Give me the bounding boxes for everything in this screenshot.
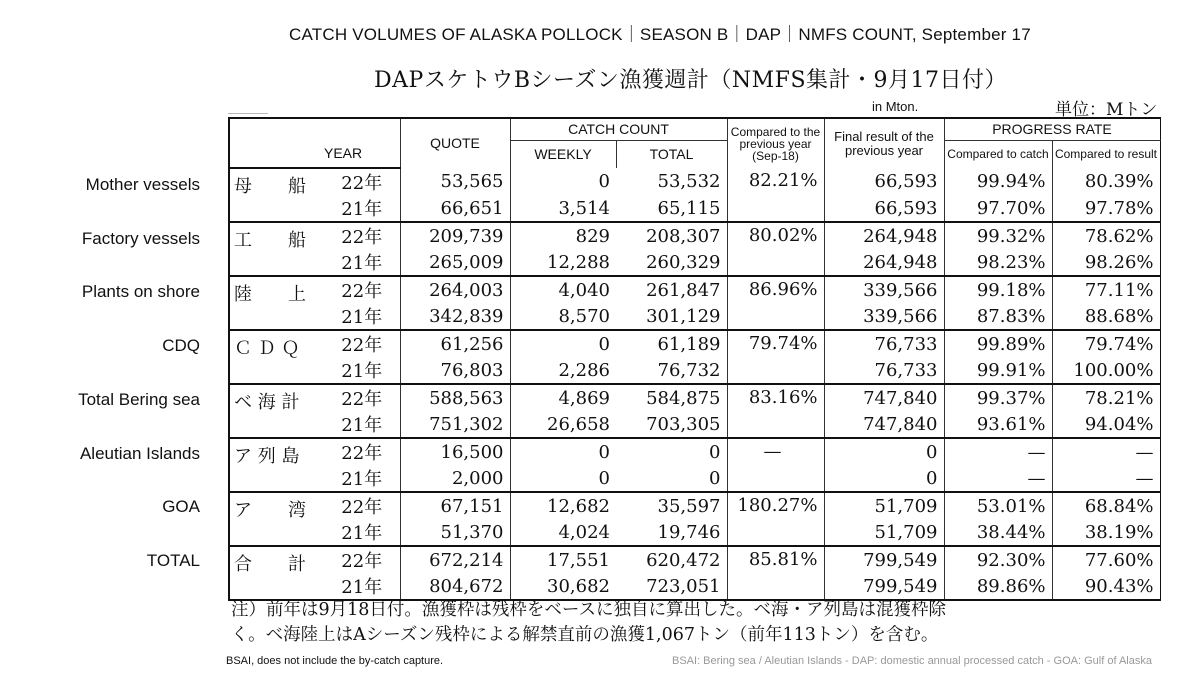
progress-result-cell: 94.04% <box>1052 411 1160 438</box>
total-cell: 301,129 <box>616 303 727 330</box>
progress-catch-cell: 98.23% <box>944 249 1052 276</box>
year-cell: 21年 <box>324 303 400 330</box>
header-quote: QUOTE <box>400 118 510 168</box>
year-cell: 21年 <box>324 357 400 384</box>
weekly-cell: 3,514 <box>510 195 616 222</box>
table-row <box>229 195 1160 222</box>
final-prev-cell: 0 <box>824 465 944 492</box>
final-prev-cell: 51,709 <box>824 519 944 546</box>
header-compared-result: Compared to result <box>1052 140 1160 168</box>
progress-result-cell: 80.39% <box>1052 168 1160 195</box>
unit-label-en: in Mton. <box>872 99 919 114</box>
quote-cell: 672,214 <box>400 546 510 573</box>
total-cell: 620,472 <box>616 546 727 573</box>
total-cell: 261,847 <box>616 276 727 303</box>
final-prev-cell: 66,593 <box>824 168 944 195</box>
final-prev-cell: 339,566 <box>824 276 944 303</box>
row-label: Factory vessels <box>81 228 200 248</box>
progress-catch-cell: 92.30% <box>944 546 1052 573</box>
table-row <box>229 384 1160 411</box>
table-row <box>229 168 1160 195</box>
category-cell: 陸 上 <box>229 276 324 330</box>
compared-prev-cell: 180.27% <box>727 492 824 546</box>
progress-catch-cell: 99.89% <box>944 330 1052 357</box>
weekly-cell: 829 <box>575 225 610 247</box>
quote-cell: 588,563 <box>400 384 510 411</box>
category-cell: ア 湾 <box>229 492 324 546</box>
table-row <box>229 492 1160 519</box>
quote-cell: 804,672 <box>400 573 510 600</box>
report-title: CATCH VOLUMES OF ALASKA POLLOCK｜SEASON B｜DAP｜NMFS COUNT, September 17 <box>289 25 1031 44</box>
year-cell: 22年 <box>324 276 400 303</box>
total-cell: 208,307 <box>616 222 727 249</box>
year-cell: 21年 <box>324 519 400 546</box>
year-cell: 21年 <box>324 195 400 222</box>
quote-cell: 51,370 <box>400 519 510 546</box>
final-prev-cell: 66,593 <box>824 195 944 222</box>
year-cell: 22年 <box>324 438 400 465</box>
total-cell: 61,189 <box>616 330 727 357</box>
quote-cell: 342,839 <box>400 303 510 330</box>
final-prev-cell: 747,840 <box>824 384 944 411</box>
weekly-cell: 4,869 <box>558 387 610 409</box>
header-blank <box>229 118 324 140</box>
final-prev-cell: 51,709 <box>824 492 944 519</box>
final-prev-cell: 264,948 <box>824 222 944 249</box>
header-compared-catch: Compared to catch <box>944 140 1052 168</box>
total-cell: 584,875 <box>616 384 727 411</box>
table-row <box>229 438 1160 465</box>
compared-prev-cell: 79.74% <box>727 330 824 384</box>
compared-prev-cell: 82.21% <box>727 168 824 222</box>
total-cell: 53,532 <box>616 168 727 195</box>
table-row <box>229 573 1160 600</box>
year-cell: 22年 <box>324 168 400 195</box>
progress-catch-cell: 38.44% <box>944 519 1052 546</box>
quote-cell: 67,151 <box>400 492 510 519</box>
weekly-cell: 26,658 <box>510 411 616 438</box>
weekly-cell: 0 <box>598 441 610 463</box>
final-prev-cell: 76,733 <box>824 357 944 384</box>
category-cell: Ｃ Ｄ Ｑ <box>229 330 324 384</box>
progress-result-cell: 100.00% <box>1052 357 1160 384</box>
quote-cell: 66,651 <box>400 195 510 222</box>
category-cell: ア 列 島 <box>229 438 324 492</box>
progress-result-cell: 78.62% <box>1052 222 1160 249</box>
header-blank <box>229 140 324 168</box>
progress-result-cell: 88.68% <box>1052 303 1160 330</box>
quote-cell: 751,302 <box>400 411 510 438</box>
weekly-cell: 0 <box>510 465 616 492</box>
table-row <box>229 303 1160 330</box>
table-row <box>229 330 1160 357</box>
compared-prev-cell: 83.16% <box>727 384 824 438</box>
row-label: GOA <box>162 497 200 517</box>
quote-cell: 16,500 <box>400 438 510 465</box>
progress-result-cell: 98.26% <box>1052 249 1160 276</box>
table-row <box>229 546 1160 573</box>
final-prev-cell: 339,566 <box>824 303 944 330</box>
total-cell: 65,115 <box>616 195 727 222</box>
header-final-prev: Final result of the previous year <box>824 118 944 168</box>
weekly-cell: 2,286 <box>510 357 616 384</box>
quote-cell: 209,739 <box>400 222 510 249</box>
divider <box>228 113 268 114</box>
year-cell: 22年 <box>324 492 400 519</box>
quote-cell: 265,009 <box>400 249 510 276</box>
footnote-jp-line2: く。ベ海陸上はAシーズン残枠による解禁直前の漁獲1,067トン（前年113トン）を含む。 <box>231 625 939 645</box>
compared-prev-cell: 86.96% <box>727 276 824 330</box>
category-cell: ベ 海 計 <box>229 384 324 438</box>
weekly-cell: 4,024 <box>510 519 616 546</box>
year-cell: 22年 <box>324 384 400 411</box>
total-cell: 703,305 <box>616 411 727 438</box>
row-label: Total Bering sea <box>78 389 200 409</box>
header-catch-count: CATCH COUNT <box>510 118 727 140</box>
total-cell: 35,597 <box>616 492 727 519</box>
progress-catch-cell: 99.91% <box>944 357 1052 384</box>
header-blank <box>324 118 400 140</box>
total-cell: 0 <box>616 438 727 465</box>
progress-result-cell: 90.43% <box>1052 573 1160 600</box>
total-cell: 260,329 <box>616 249 727 276</box>
year-cell: 22年 <box>324 546 400 573</box>
progress-catch-cell: 99.18% <box>944 276 1052 303</box>
year-cell: 21年 <box>324 465 400 492</box>
progress-result-cell: 68.84% <box>1052 492 1160 519</box>
row-label: CDQ <box>162 336 200 356</box>
weekly-cell: 12,288 <box>510 249 616 276</box>
weekly-cell: 30,682 <box>510 573 616 600</box>
progress-result-cell: 77.60% <box>1052 546 1160 573</box>
japanese-title: DAPスケトウBシーズン漁獲週計（NMFS集計・9月17日付） <box>374 68 1008 93</box>
weekly-cell: 17,551 <box>547 549 610 571</box>
table-row <box>229 519 1160 546</box>
table-row <box>229 357 1160 384</box>
quote-cell: 53,565 <box>400 168 510 195</box>
compared-prev-cell: — <box>727 438 824 492</box>
header-weekly: WEEKLY <box>510 140 616 168</box>
quote-cell: 61,256 <box>400 330 510 357</box>
progress-catch-cell: 93.61% <box>944 411 1052 438</box>
year-cell: 21年 <box>324 411 400 438</box>
progress-catch-cell: — <box>944 438 1052 465</box>
table-row <box>229 465 1160 492</box>
unit-label-jp: 単位：Mトン <box>1055 100 1158 120</box>
weekly-cell: 8,570 <box>510 303 616 330</box>
compared-prev-cell: 80.02% <box>727 222 824 276</box>
progress-result-cell: 38.19% <box>1052 519 1160 546</box>
weekly-cell: 0 <box>598 171 610 192</box>
compared-prev-cell: 85.81% <box>727 546 824 600</box>
progress-catch-cell: 53.01% <box>944 492 1052 519</box>
footnote-en: BSAI, does not include the by-catch capture. <box>226 655 444 667</box>
header-year: YEAR <box>324 140 400 168</box>
quote-cell: 264,003 <box>400 276 510 303</box>
weekly-cell: 12,682 <box>547 495 610 517</box>
category-cell: 合 計 <box>229 546 324 600</box>
progress-catch-cell: 89.86% <box>944 573 1052 600</box>
final-prev-cell: 264,948 <box>824 249 944 276</box>
progress-catch-cell: — <box>944 465 1052 492</box>
header-total: TOTAL <box>616 140 727 168</box>
weekly-cell: 0 <box>598 333 610 355</box>
weekly-cell: 4,040 <box>558 279 610 301</box>
total-cell: 723,051 <box>616 573 727 600</box>
total-cell: 0 <box>616 465 727 492</box>
row-label: Plants on shore <box>81 282 200 302</box>
category-cell: 母 船 <box>229 168 324 222</box>
header-progress-rate: PROGRESS RATE <box>944 118 1160 140</box>
progress-result-cell: 78.21% <box>1052 384 1160 411</box>
total-cell: 19,746 <box>616 519 727 546</box>
table-row <box>229 411 1160 438</box>
year-cell: 21年 <box>324 573 400 600</box>
year-cell: 22年 <box>324 222 400 249</box>
table-row <box>229 222 1160 249</box>
progress-result-cell: 77.11% <box>1052 276 1160 303</box>
category-cell: 工 船 <box>229 222 324 276</box>
final-prev-cell: 747,840 <box>824 411 944 438</box>
header-compared-prev: Compared to the previous year (Sep-18) <box>727 118 824 168</box>
row-label: Mother vessels <box>85 175 200 194</box>
table-row <box>229 276 1160 303</box>
catch-table <box>228 117 1161 601</box>
final-prev-cell: 799,549 <box>824 573 944 600</box>
progress-result-cell: 79.74% <box>1052 330 1160 357</box>
footnote-jp-line1: 注）前年は9月18日付。漁獲枠は残枠をベースに独自に算出した。ベ海・ア列島は混獲枠除 <box>231 600 947 620</box>
progress-catch-cell: 99.37% <box>944 384 1052 411</box>
row-label: Aleutian Islands <box>79 443 200 463</box>
table-row <box>229 249 1160 276</box>
year-cell: 22年 <box>324 330 400 357</box>
year-cell: 21年 <box>324 249 400 276</box>
progress-result-cell: 97.78% <box>1052 195 1160 222</box>
final-prev-cell: 799,549 <box>824 546 944 573</box>
final-prev-cell: 76,733 <box>824 330 944 357</box>
quote-cell: 2,000 <box>400 465 510 492</box>
progress-catch-cell: 87.83% <box>944 303 1052 330</box>
progress-catch-cell: 99.94% <box>944 168 1052 195</box>
abbreviation-legend: BSAI: Bering sea / Aleutian Islands - DAP: domestic annual processed catch - GOA: Gulf of Alaska <box>672 655 1152 667</box>
progress-result-cell: — <box>1052 438 1160 465</box>
quote-cell: 76,803 <box>400 357 510 384</box>
footnote-jp <box>231 598 1171 648</box>
progress-catch-cell: 97.70% <box>944 195 1052 222</box>
progress-catch-cell: 99.32% <box>944 222 1052 249</box>
row-label: TOTAL <box>146 550 200 570</box>
final-prev-cell: 0 <box>824 438 944 465</box>
progress-result-cell: — <box>1052 465 1160 492</box>
total-cell: 76,732 <box>616 357 727 384</box>
